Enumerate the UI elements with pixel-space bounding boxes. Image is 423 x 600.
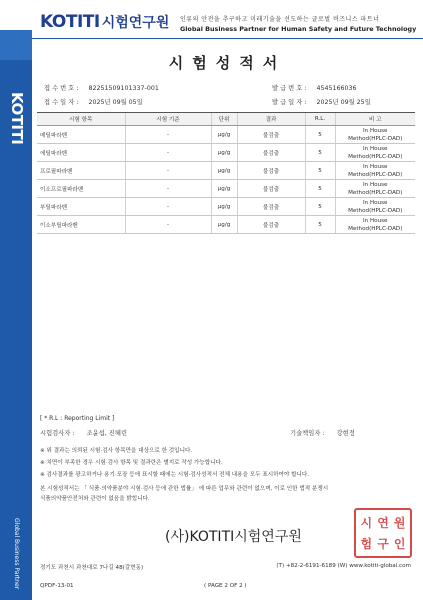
column-header: 비 고 [335, 113, 415, 126]
organization-name: (사)KOTITI시험연구원 [165, 529, 302, 545]
contact-info: (T) +82-2-6191-6189 (W) www.kotiti-global.com [276, 563, 411, 569]
unit: μg/g [211, 162, 237, 180]
remarks: In House Method(HPLC-DAD) [335, 144, 415, 162]
remarks: In House Method(HPLC-DAD) [335, 180, 415, 198]
unit: μg/g [211, 198, 237, 216]
official-seal: 시 연 원 험 구 인 [354, 508, 412, 558]
note-line: ※ 위 결과는 의뢰된 시험·검사 항목만을 대상으로 한 것입니다. [40, 448, 193, 454]
column-header: 단위 [211, 113, 237, 126]
results-table [37, 112, 415, 234]
band-logo: KOTITI [8, 92, 26, 145]
receipt-date: 접 수 일 자 : 2025년 09월 05일 [44, 99, 143, 106]
page-number: ( PAGE 2 OF 2 ) [204, 583, 247, 589]
test-standard: - [125, 162, 211, 180]
test-item: 에틸파라벤 [37, 144, 125, 162]
logo-text: KOTITI [40, 12, 100, 32]
document-title: 시험성적서 [168, 54, 287, 72]
test-standard: - [125, 126, 211, 144]
result: 불검출 [237, 126, 305, 144]
tagline-kr: 인류의 안전을 추구하고 미래기술을 선도하는 글로벌 비즈니스 파트너 [180, 16, 380, 23]
table-row [37, 126, 415, 144]
receipt-number: 접 수 번 호 : 82251509101337-001 [44, 85, 159, 92]
remarks: In House Method(HPLC-DAD) [335, 162, 415, 180]
unit: μg/g [211, 216, 237, 234]
column-header: 결과 [237, 113, 305, 126]
test-item: 메틸파라벤 [37, 126, 125, 144]
table-row [37, 216, 415, 234]
reporting-limit: 5 [305, 216, 335, 234]
test-item: 프로필파라벤 [37, 162, 125, 180]
result: 불검출 [237, 198, 305, 216]
unit: μg/g [211, 126, 237, 144]
result: 불검출 [237, 180, 305, 198]
kotiti-logo [40, 12, 169, 32]
form-code: QPDF-13-01 [40, 583, 74, 589]
result: 불검출 [237, 144, 305, 162]
test-standard: - [125, 180, 211, 198]
column-header: R.L. [305, 113, 335, 126]
reporting-limit: 5 [305, 144, 335, 162]
tester-line: 시험검사자 : 조윤섭, 진혜린 [40, 430, 128, 437]
unit: μg/g [211, 144, 237, 162]
header-divider [32, 38, 423, 39]
tagline-en: Global Business Partner for Human Safety and Future Technology [180, 25, 417, 33]
test-item: 이소프로필파라벤 [37, 180, 125, 198]
test-item: 이소부틸파라벤 [37, 216, 125, 234]
reporting-limit: 5 [305, 126, 335, 144]
table-row [37, 162, 415, 180]
note-line: ※ 치면이 부족한 경우 시험·검사 항목 및 결과란은 별지로 작성 가능합니다. [40, 460, 223, 466]
address: 경기도 과천시 과천대로 7나길 48(갈현동) [40, 565, 144, 571]
reporting-limit-note: [ * R.L : Reporting Limit ] [40, 415, 115, 422]
result: 불검출 [237, 216, 305, 234]
column-header: 시험 항목 [37, 113, 125, 126]
reporting-limit: 5 [305, 180, 335, 198]
table-row [37, 198, 415, 216]
test-standard: - [125, 216, 211, 234]
remarks: In House Method(HPLC-DAD) [335, 198, 415, 216]
remarks: In House Method(HPLC-DAD) [335, 216, 415, 234]
issue-date: 발 급 일 자 : 2025년 09월 25일 [272, 99, 371, 106]
column-header: 시험 기준 [125, 113, 211, 126]
table-header-row [37, 113, 415, 126]
test-item: 부틸파라벤 [37, 198, 125, 216]
unit: μg/g [211, 180, 237, 198]
note-line: ※ 검사결과를 광고하거나 용기·포장 등에 표시할 때에는 시험·검사성적서 전체 내용을 모두 표시하여야 합니다. [40, 472, 310, 478]
left-brand-band: KOTITI Global Business Partner [0, 30, 32, 600]
reporting-limit: 5 [305, 162, 335, 180]
test-standard: - [125, 198, 211, 216]
table-row [37, 180, 415, 198]
test-standard: - [125, 144, 211, 162]
remarks: In House Method(HPLC-DAD) [335, 126, 415, 144]
tagline [180, 14, 420, 33]
issue-number: 발 급 번 호 : 4545166036 [272, 85, 357, 92]
legal-declaration: 본 시험성적서는 「 식품·의약품분야 시험·검사 등에 관한 법률」 에 따른 업무와 관련이 없으며, 이로 인한 법적 분쟁시 식품의약품안전처와 관련이 없음을 밝힙니다. [40, 486, 329, 502]
result: 불검출 [237, 162, 305, 180]
technical-manager-line: 기술책임자 : 강현정 [290, 430, 355, 437]
table-row [37, 144, 415, 162]
logo-kr-text: 시험연구원 [101, 15, 170, 31]
reporting-limit: 5 [305, 198, 335, 216]
